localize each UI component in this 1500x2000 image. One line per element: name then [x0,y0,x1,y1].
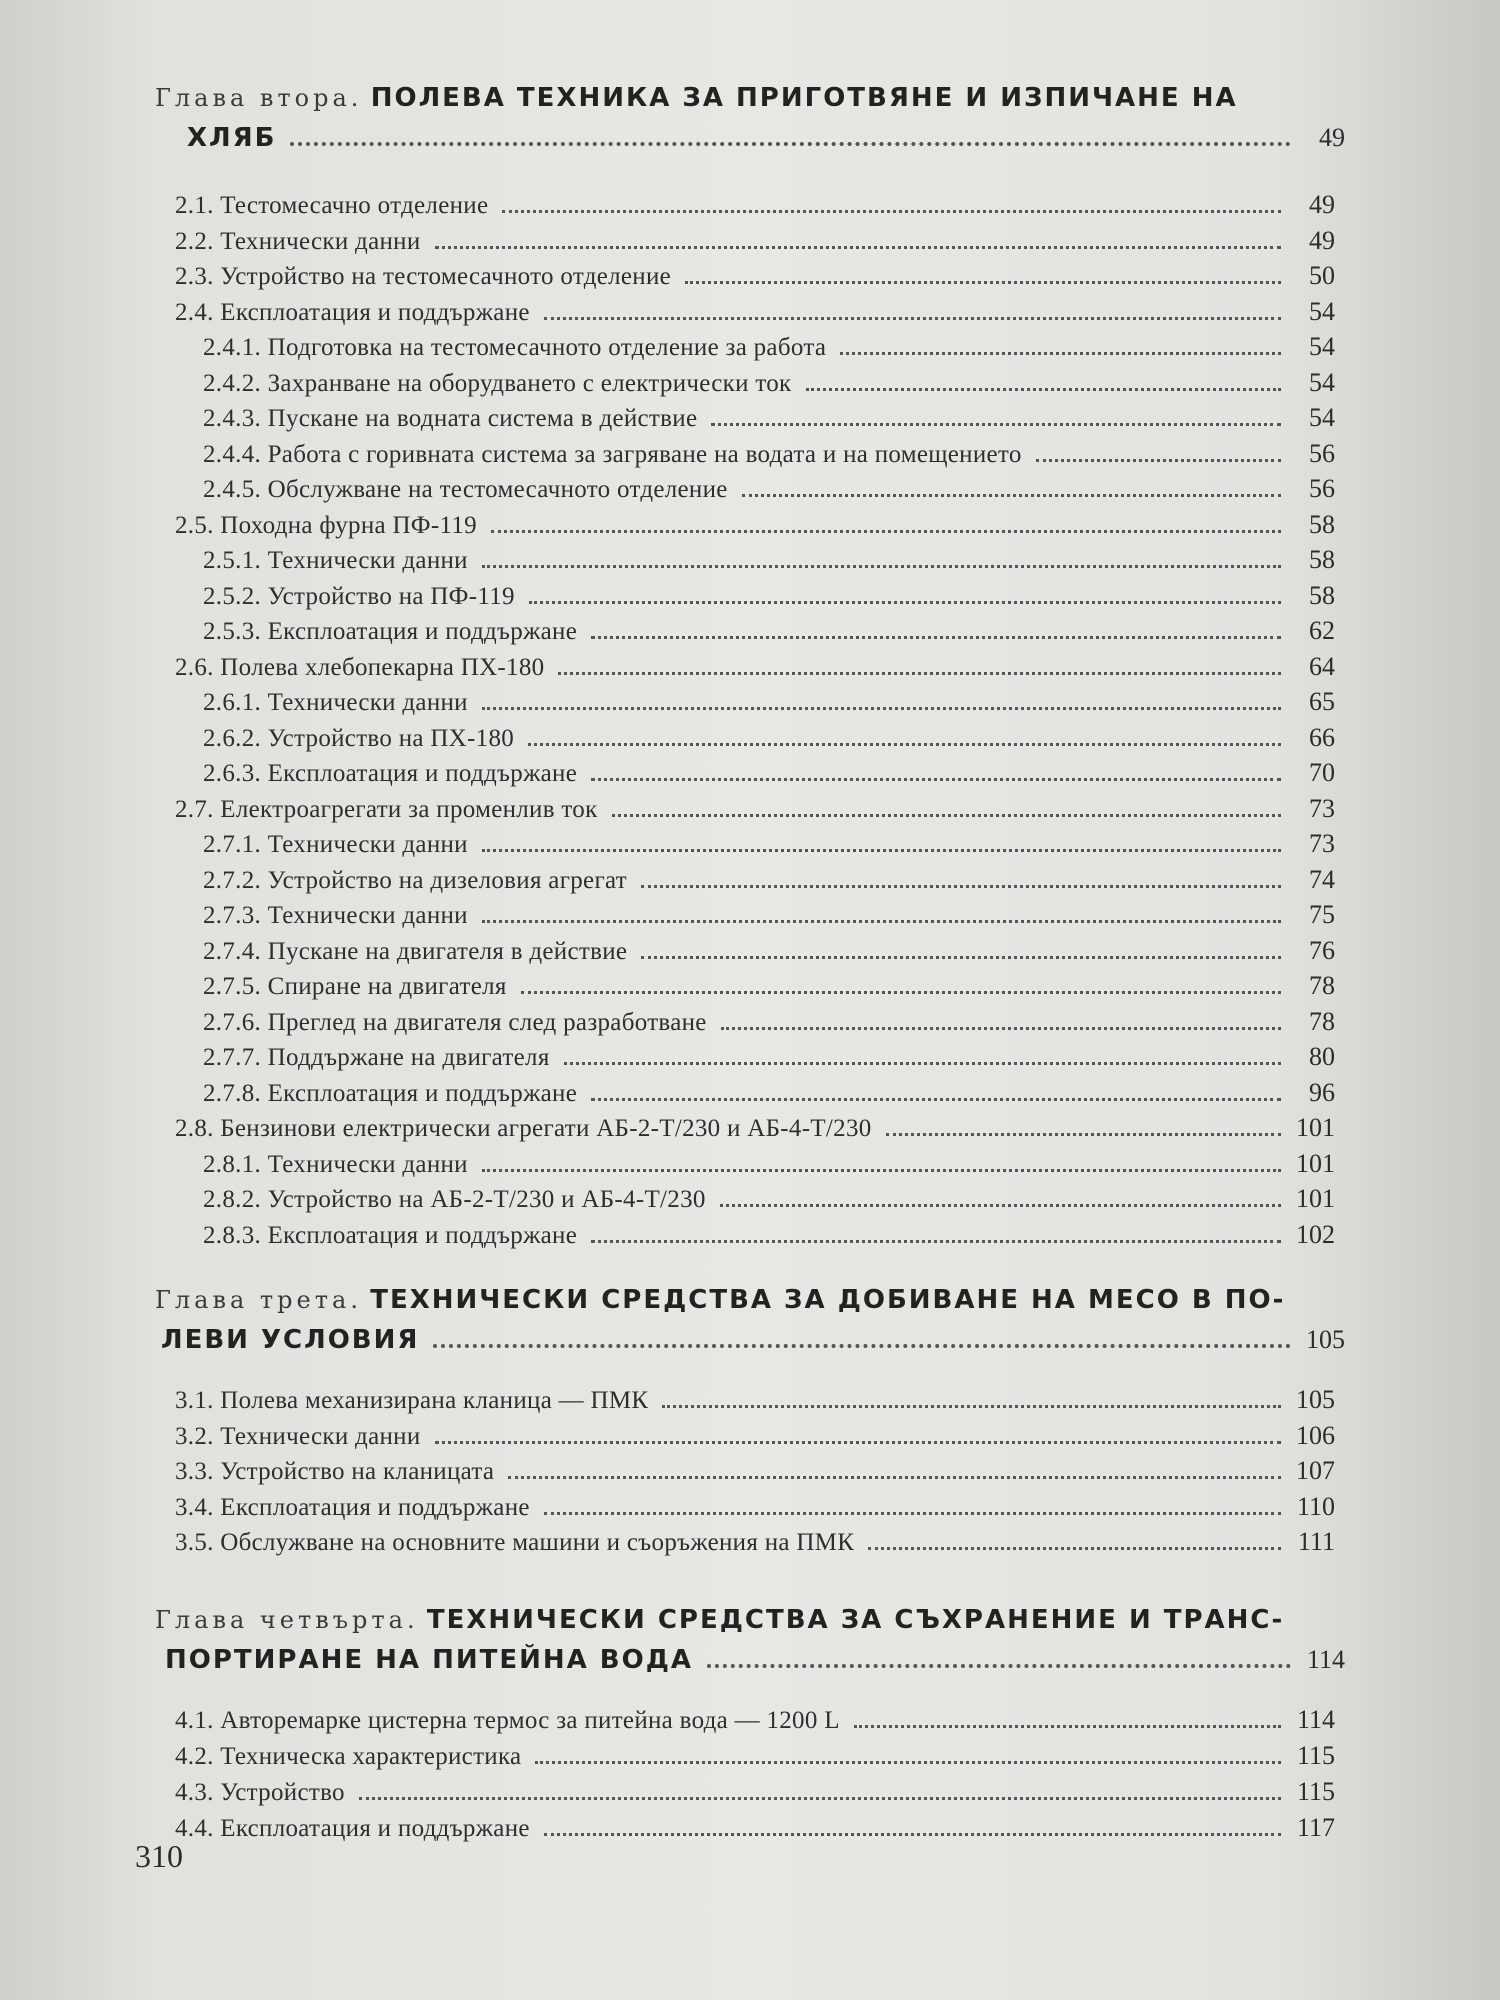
dot-leader [435,246,1281,249]
toc-entry [175,1385,1335,1421]
toc-entry-page: 80 [1309,1042,1335,1071]
toc-entry [175,226,1335,262]
toc-entry-page: 117 [1296,1813,1335,1842]
toc-entry [175,297,1335,333]
toc-entry [175,1456,1335,1492]
page-number: 310 [135,1838,183,1874]
toc-entry-title: 3.3. Устройство на кланицата [175,1458,495,1485]
toc-entry-page: 107 [1296,1456,1335,1485]
toc-entry [175,1705,1335,1741]
toc-entry [175,1421,1335,1457]
toc-entry-title: 2.8.2. Устройство на АБ-2-Т/230 и АБ-4-Т/230 [203,1186,706,1213]
toc-entry-page: 73 [1309,793,1335,823]
toc-entry-title: 2.8.3. Експлоатация и поддържане [203,1221,578,1249]
toc-entry-page: 54 [1309,332,1335,361]
toc-entry-title: 2.7.4. Пускане на двигателя в действие [203,937,628,965]
toc-entry [203,865,1335,901]
page-ref: 105 [1306,1325,1345,1355]
toc-entry-page: 110 [1296,1491,1335,1521]
toc-entry-title: 2.6.2. Устройство на ПХ-180 [203,724,515,752]
toc-entry-page: 62 [1309,616,1335,645]
toc-entry-title: 2.3. Устройство на тестомесачното отделение [175,263,672,290]
toc-entry [203,439,1335,475]
dot-leader [433,1344,1291,1348]
chapter-label: Глава трета. [155,1286,362,1314]
dot-leader [685,281,1281,284]
dot-leader [806,388,1282,391]
chapter-2-heading [155,78,1345,159]
dot-leader [591,636,1281,639]
dot-leader [721,1027,1281,1030]
toc-entry-page: 65 [1309,687,1335,716]
toc-entry-title: 2.4.3. Пускане на водната система в действие [203,405,698,432]
dot-leader [535,1761,1281,1764]
dot-leader [482,707,1281,710]
toc-entry [203,758,1335,794]
toc-entry-title: 2.7.1. Технически данни [203,831,468,858]
toc-entry [203,474,1335,510]
toc-entry [203,332,1335,368]
toc-entry-page: 96 [1309,1077,1335,1107]
dot-leader [482,849,1281,852]
toc-entry [175,510,1335,546]
toc-entry-page: 115 [1296,1777,1335,1806]
toc-entry [203,403,1335,439]
toc-entry [203,1007,1335,1043]
dot-leader [707,1664,1291,1668]
toc-entry-title: 4.4. Експлоатация и поддържане [175,1815,530,1842]
toc-entry-page: 70 [1309,758,1335,787]
dot-leader [854,1725,1281,1728]
dot-leader [720,1204,1281,1207]
toc-entry-title: 2.4.4. Работа с горивната система за загряване на водата и на помещението [203,440,1022,468]
dot-leader [529,601,1281,604]
toc-entry [175,794,1335,830]
toc-entry-page: 56 [1309,438,1335,468]
toc-entry-page: 101 [1296,1113,1335,1142]
toc-entry [203,1184,1335,1220]
toc-entry-title: 2.4.2. Захранване на оборудването с електрически ток [203,369,792,397]
dot-leader [359,1797,1281,1800]
page-ref: 114 [1306,1645,1345,1675]
toc-entry-title: 2.6.1. Технически данни [203,689,468,716]
toc-entry [203,723,1335,759]
toc-entry [203,687,1335,723]
toc-entry-title: 3.5. Обслужване на основните машини и съоръжения на ПМК [175,1529,855,1556]
toc-entry-page: 54 [1309,367,1335,397]
toc-entry-title: 2.4.5. Обслужване на тестомесачното отделение [203,476,728,503]
page-ref: 49 [1319,123,1345,153]
dot-leader [1036,459,1281,462]
chapter-title: ТЕХНИЧЕСКИ СРЕДСТВА ЗА СЪХРАНЕНИЕ И ТРАНС- [426,1605,1285,1635]
toc-entry-page: 101 [1296,1148,1335,1178]
toc-entry-page: 56 [1309,474,1335,503]
dot-leader [868,1547,1281,1550]
toc-entry-title: 2.7.3. Технически данни [203,902,468,929]
toc-entry [175,1492,1335,1528]
toc-entry [175,1527,1335,1563]
toc-entry-title: 2.6. Полева хлебопекарна ПХ-180 [175,653,545,681]
toc-entry-page: 105 [1296,1385,1335,1414]
toc-entry-title: 2.4.1. Подготовка на тестомесачното отделение за работа [203,334,827,361]
dot-leader [290,142,1291,146]
toc-entry-title: 2.7.2. Устройство на дизеловия агрегат [203,866,627,894]
toc-entry-page: 78 [1309,971,1335,1000]
toc-entry-page: 106 [1296,1420,1335,1450]
toc-entry-title: 3.4. Експлоатация и поддържане [175,1493,530,1521]
dot-leader [641,956,1281,959]
dot-leader [508,1476,1281,1479]
toc-entry [203,545,1335,581]
toc-entry-title: 3.1. Полева механизирана кланица — ПМК [175,1387,649,1414]
toc-entry-title: 2.5. Походна фурна ПФ-119 [175,511,477,539]
dot-leader [544,317,1281,320]
toc-entry-title: 2.7.6. Преглед на двигателя след разработване [203,1008,707,1036]
dot-leader [662,1405,1281,1408]
toc-entry [203,581,1335,617]
toc-entry [203,1149,1335,1185]
toc-entry-page: 74 [1309,864,1335,894]
toc-entry-title: 2.4. Експлоатация и поддържане [175,298,530,326]
chapter-title-cont: ЛЕВИ УСЛОВИЯ [161,1325,420,1356]
toc-entry-page: 76 [1309,935,1335,965]
dot-leader [482,565,1281,568]
dot-leader [491,530,1281,533]
dot-leader [641,885,1281,888]
dot-leader [591,1240,1281,1243]
chapter-title-cont: ПОРТИРАНЕ НА ПИТЕЙНА ВОДА [165,1645,694,1676]
toc-entry [175,1813,1335,1849]
toc-entry-page: 75 [1309,900,1335,929]
chapter-title-cont: ХЛЯБ [187,123,277,154]
toc-entry-title: 2.7.8. Експлоатация и поддържане [203,1079,578,1107]
dot-leader [544,1512,1281,1515]
dot-leader [612,814,1281,817]
dot-leader [840,352,1281,355]
chapter-label: Глава четвърта. [155,1606,419,1634]
toc-entry-page: 49 [1309,225,1335,255]
chapter-label: Глава втора. [155,84,363,112]
toc-entry-page: 78 [1309,1006,1335,1036]
toc-entry [203,616,1335,652]
toc-entry [203,829,1335,865]
toc-entry [175,1113,1335,1149]
toc-entry-title: 2.5.2. Устройство на ПФ-119 [203,582,515,610]
toc-entry [203,1220,1335,1256]
toc-entry-page: 58 [1309,545,1335,574]
toc-entry-page: 102 [1296,1219,1335,1249]
dot-leader [711,423,1281,426]
toc-entry [203,900,1335,936]
toc-entry-title: 2.6.3. Експлоатация и поддържане [203,760,578,787]
toc-entry-title: 2.8.1. Технически данни [203,1150,468,1178]
toc-entry-title: 2.8. Бензинови електрически агрегати АБ-2-Т/230 и АБ-4-Т/230 [175,1115,872,1142]
toc-entry-title: 4.3. Устройство [175,1779,345,1806]
dot-leader [502,210,1281,213]
toc-entry [175,261,1335,297]
toc-entry-title: 2.2. Технически данни [175,227,421,255]
toc-entry [203,936,1335,972]
toc-entry-title: 2.5.1. Технически данни [203,547,468,574]
toc-entry-page: 64 [1309,651,1335,681]
toc-entry-page: 58 [1309,580,1335,610]
dot-leader [591,778,1281,781]
dot-leader [742,494,1281,497]
toc-entry [203,368,1335,404]
toc-entry [175,652,1335,688]
toc-entry-page: 58 [1309,509,1335,539]
dot-leader [886,1133,1281,1136]
toc-entry-page: 114 [1296,1705,1335,1734]
chapter-title: ПОЛЕВА ТЕХНИКА ЗА ПРИГОТВЯНЕ И ИЗПИЧАНЕ НА [370,83,1238,113]
toc-entry-page: 54 [1309,296,1335,326]
toc-entry-title: 2.1. Тестомесачно отделение [175,192,489,219]
toc-entry [175,190,1335,226]
toc-entry-title: 2.7.7. Поддържане на двигателя [203,1044,550,1071]
dot-leader [564,1062,1281,1065]
dot-leader [482,1169,1281,1172]
toc-entry-page: 66 [1309,722,1335,752]
toc-entry-page: 115 [1296,1741,1335,1770]
toc-entry-page: 54 [1309,403,1335,432]
toc-entry-page: 50 [1309,261,1335,290]
dot-leader [544,1833,1281,1836]
toc-entry-title: 2.7.5. Спиране на двигателя [203,973,507,1000]
dot-leader [591,1098,1281,1101]
toc-entry-title: 4.2. Техническа характеристика [175,1743,522,1770]
dot-leader [521,991,1281,994]
dot-leader [558,672,1281,675]
toc-entry [203,971,1335,1007]
chapter-4-heading [155,1600,1345,1681]
toc-entry [175,1741,1335,1777]
dot-leader [528,743,1281,746]
dot-leader [482,920,1281,923]
toc-entry-page: 101 [1296,1184,1335,1213]
toc-entry-title: 4.1. Авторемарке цистерна термос за питейна вода — 1200 L [175,1707,840,1734]
toc-entry [175,1777,1335,1813]
toc-entry-title: 2.7. Електроагрегати за променлив ток [175,795,598,823]
dot-leader [435,1441,1281,1444]
toc-entry-page: 49 [1309,190,1335,219]
toc-entry-page: 111 [1297,1527,1335,1556]
toc-entry [203,1042,1335,1078]
toc-entry [203,1078,1335,1114]
toc-entry-title: 3.2. Технически данни [175,1422,421,1450]
chapter-3-heading [155,1280,1345,1361]
chapter-title: ТЕХНИЧЕСКИ СРЕДСТВА ЗА ДОБИВАНЕ НА МЕСО В ПО- [370,1285,1286,1315]
toc-entry-page: 73 [1309,829,1335,858]
toc-entry-title: 2.5.3. Експлоатация и поддържане [203,618,578,645]
